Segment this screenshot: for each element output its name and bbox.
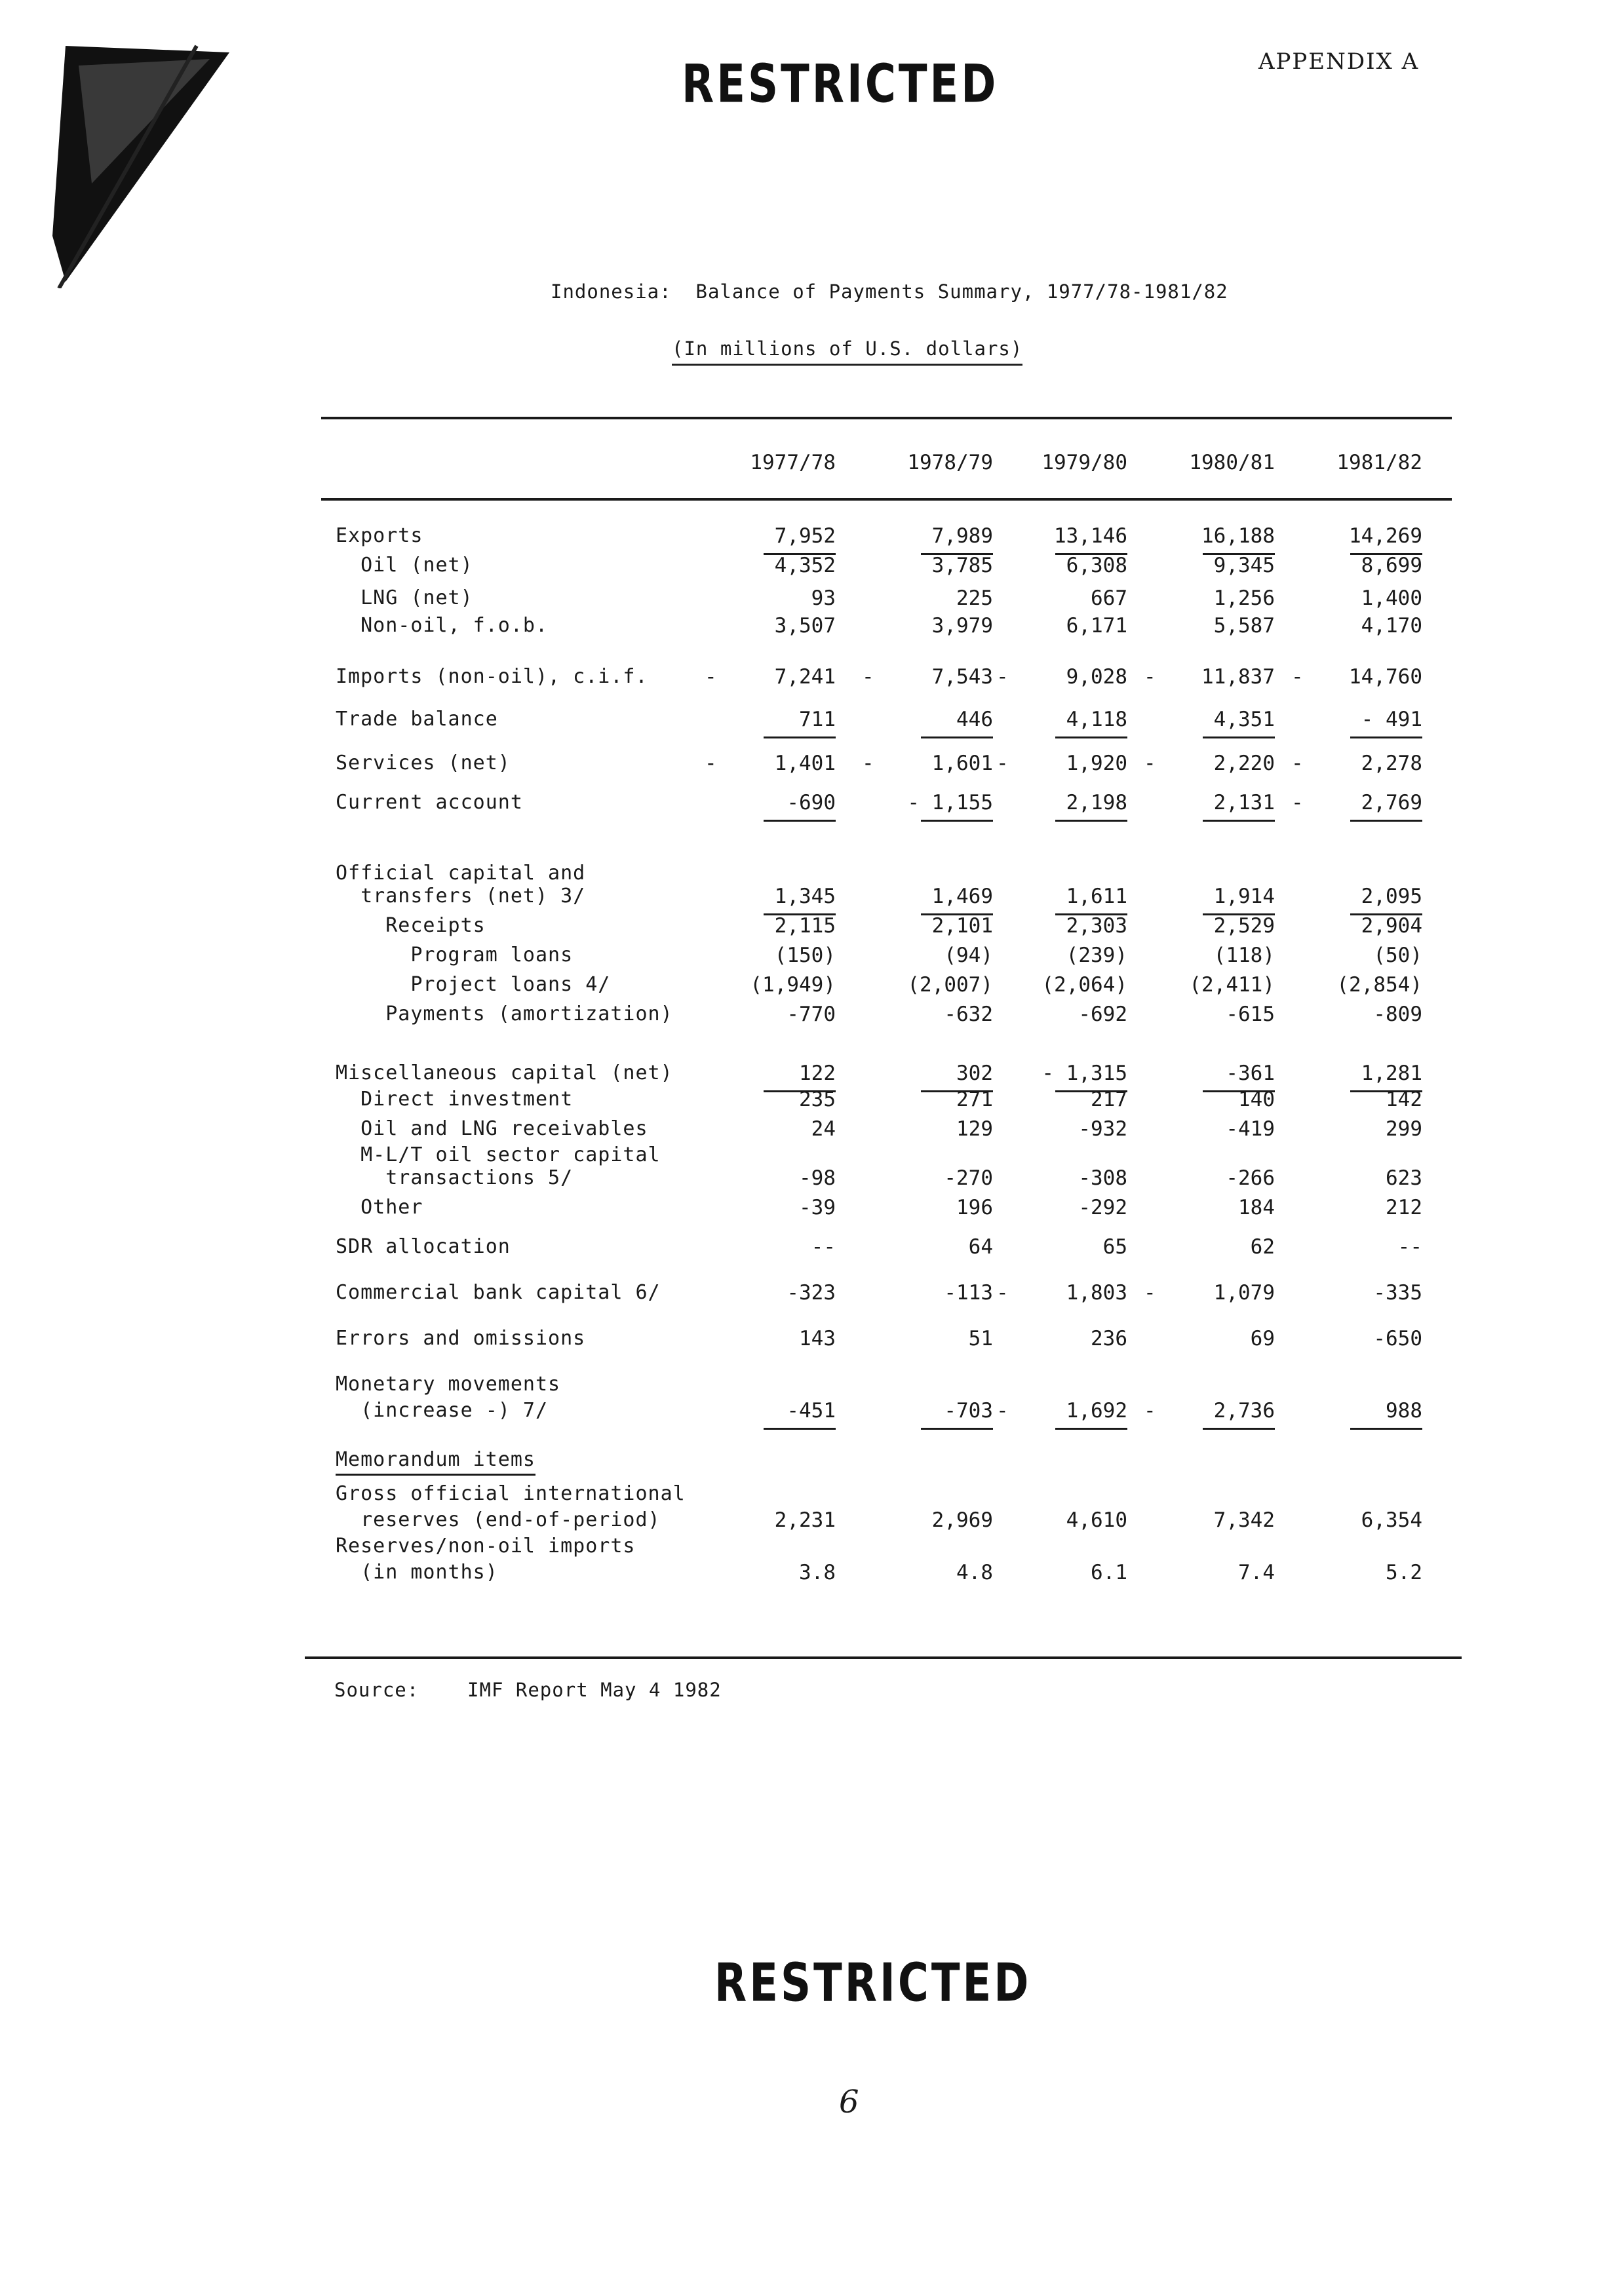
column-header: 1980/81 [1189, 451, 1275, 474]
table-cell: -323 [787, 1281, 836, 1305]
cell-underline [1350, 820, 1422, 822]
cell-underline [1350, 1428, 1422, 1430]
table-cell: 184 [1238, 1196, 1275, 1219]
table-cell: 212 [1386, 1196, 1422, 1219]
row-label: (in months) [336, 1561, 498, 1584]
table-cell: 2,769 [1361, 791, 1422, 814]
table-cell: 225 [956, 586, 993, 610]
row-label: transfers (net) 3/ [336, 885, 586, 908]
table-cell: 2,736 [1213, 1399, 1275, 1423]
table-cell: 69 [1250, 1327, 1275, 1350]
row-label: Imports (non-oil), c.i.f. [336, 665, 648, 688]
table-cell: (2,007) [907, 973, 993, 997]
table-cell: (239) [1066, 944, 1127, 967]
table-cell: 1,803 [1066, 1281, 1127, 1305]
table-cell: 14,760 [1349, 665, 1422, 689]
table-cell: (150) [774, 944, 836, 967]
table-cell: -703 [944, 1399, 993, 1423]
row-label: Oil and LNG receivables [336, 1117, 648, 1140]
table-subtitle: (In millions of U.S. dollars) [672, 337, 1022, 366]
table-cell: 4,352 [774, 554, 836, 577]
minus-sign: - [1144, 665, 1156, 689]
table-cell: (118) [1213, 944, 1275, 967]
table-cell: 217 [1091, 1088, 1127, 1111]
table-cell: 3,979 [931, 614, 993, 638]
table-cell: 667 [1091, 586, 1127, 610]
cell-underline [1203, 1428, 1275, 1430]
table-cell: 1,079 [1213, 1281, 1275, 1305]
table-cell: 235 [799, 1088, 836, 1111]
row-label: Miscellaneous capital (net) [336, 1062, 673, 1084]
table-cell: 7,241 [774, 665, 836, 689]
minus-sign: - [996, 1281, 1009, 1305]
table-cell: 6,354 [1361, 1508, 1422, 1532]
table-cell: 4,118 [1066, 708, 1127, 731]
cell-underline [1055, 737, 1127, 738]
minus-sign: - [862, 665, 874, 689]
minus-sign: - [996, 1399, 1009, 1423]
cell-underline [1055, 820, 1127, 822]
table-cell: 2,303 [1066, 914, 1127, 938]
table-cell: 1,469 [931, 885, 993, 908]
table-cell: 2,220 [1213, 752, 1275, 775]
row-label: Payments (amortization) [336, 1003, 673, 1025]
table-cell: (94) [944, 944, 993, 967]
header-rule [321, 498, 1452, 501]
table-cell: 5.2 [1386, 1561, 1422, 1584]
row-label: Monetary movements [336, 1373, 561, 1396]
table-cell: -98 [799, 1166, 836, 1190]
cell-underline [921, 737, 993, 738]
table-cell: 6.1 [1091, 1561, 1127, 1584]
cell-underline [1350, 737, 1422, 738]
table-cell: 271 [956, 1088, 993, 1111]
table-cell: 2,529 [1213, 914, 1275, 938]
table-cell: 7,342 [1213, 1508, 1275, 1532]
table-cell: 1,920 [1066, 752, 1127, 775]
table-cell: -335 [1373, 1281, 1422, 1305]
table-cell: -809 [1373, 1003, 1422, 1026]
row-label: Official capital and [336, 862, 586, 885]
appendix-label: APPENDIX A [1258, 48, 1420, 75]
table-cell: -692 [1078, 1003, 1127, 1026]
table-cell: 1,601 [931, 752, 993, 775]
row-label: Memorandum items [336, 1448, 535, 1476]
row-label: Exports [336, 524, 423, 547]
table-cell: -39 [799, 1196, 836, 1219]
row-label: Non-oil, f.o.b. [336, 614, 549, 637]
row-label: Trade balance [336, 708, 498, 731]
table-cell: 988 [1386, 1399, 1422, 1423]
minus-sign: - [1291, 791, 1304, 814]
row-label: Oil (net) [336, 554, 473, 577]
table-cell: (2,064) [1041, 973, 1127, 997]
table-cell: -292 [1078, 1196, 1127, 1219]
table-cell: 1,914 [1213, 885, 1275, 908]
table-cell: 11,837 [1201, 665, 1275, 689]
table-cell: 6,171 [1066, 614, 1127, 638]
minus-sign: - [996, 665, 1009, 689]
table-cell: 196 [956, 1196, 993, 1219]
table-cell: 129 [956, 1117, 993, 1141]
column-header: 1977/78 [750, 451, 836, 474]
restricted-stamp-top: RESTRICTED [682, 54, 999, 115]
minus-sign: - [1144, 1281, 1156, 1305]
table-cell: -650 [1373, 1327, 1422, 1350]
row-label: reserves (end-of-period) [336, 1508, 661, 1531]
table-cell: -451 [787, 1399, 836, 1423]
table-cell: -615 [1226, 1003, 1275, 1026]
row-label: Commercial bank capital 6/ [336, 1281, 661, 1304]
table-cell: - 491 [1361, 708, 1422, 731]
row-label: M-L/T oil sector capital [336, 1143, 661, 1166]
minus-sign: - [705, 752, 717, 775]
table-cell: (1,949) [750, 973, 836, 997]
table-cell: 122 [799, 1062, 836, 1085]
table-cell: 2,198 [1066, 791, 1127, 814]
row-label: Errors and omissions [336, 1327, 586, 1350]
table-cell: (2,411) [1189, 973, 1275, 997]
top-rule [321, 417, 1452, 419]
column-header: 1978/79 [907, 451, 993, 474]
cell-underline [764, 1428, 836, 1430]
table-cell: 711 [799, 708, 836, 731]
table-cell: 140 [1238, 1088, 1275, 1111]
table-cell: 6,308 [1066, 554, 1127, 577]
table-cell: -270 [944, 1166, 993, 1190]
table-cell: -113 [944, 1281, 993, 1305]
table-cell: 1,401 [774, 752, 836, 775]
table-cell: 2,115 [774, 914, 836, 938]
table-cell: 2,231 [774, 1508, 836, 1532]
row-label: Direct investment [336, 1088, 574, 1111]
cell-underline [921, 820, 993, 822]
row-label: Gross official international [336, 1482, 686, 1505]
cell-underline [1203, 737, 1275, 738]
minus-sign: - [996, 752, 1009, 775]
table-cell: 142 [1386, 1088, 1422, 1111]
row-label: LNG (net) [336, 586, 473, 609]
table-cell: -632 [944, 1003, 993, 1026]
row-label: Services (net) [336, 752, 511, 775]
table-cell: 1,611 [1066, 885, 1127, 908]
table-cell: 93 [811, 586, 836, 610]
table-cell: 3,785 [931, 554, 993, 577]
table-cell: 7.4 [1238, 1561, 1275, 1584]
table-cell: 8,699 [1361, 554, 1422, 577]
table-cell: 2,131 [1213, 791, 1275, 814]
table-cell: 1,256 [1213, 586, 1275, 610]
table-cell: 14,269 [1349, 524, 1422, 548]
table-cell: -308 [1078, 1166, 1127, 1190]
row-label: Receipts [336, 914, 486, 937]
table-cell: -419 [1226, 1117, 1275, 1141]
table-cell: 9,345 [1213, 554, 1275, 577]
table-cell: 623 [1386, 1166, 1422, 1190]
table-cell: 7,952 [774, 524, 836, 548]
minus-sign: - [1144, 752, 1156, 775]
table-cell: -932 [1078, 1117, 1127, 1141]
table-title: Indonesia: Balance of Payments Summary, 1977/78-1981/82 [551, 280, 1228, 303]
table-cell: 65 [1102, 1235, 1127, 1259]
cell-underline [1055, 1428, 1127, 1430]
row-label: (increase -) 7/ [336, 1399, 549, 1422]
row-label: Reserves/non-oil imports [336, 1535, 636, 1558]
table-cell: 7,989 [931, 524, 993, 548]
row-label: Project loans 4/ [336, 973, 611, 996]
table-cell: 1,281 [1361, 1062, 1422, 1085]
table-cell: 9,028 [1066, 665, 1127, 689]
table-cell: 5,587 [1213, 614, 1275, 638]
table-cell: 2,101 [931, 914, 993, 938]
source-note: Source: IMF Report May 4 1982 [334, 1679, 722, 1701]
table-cell: 4.8 [956, 1561, 993, 1584]
table-cell: 3,507 [774, 614, 836, 638]
bottom-rule [305, 1656, 1462, 1659]
table-cell: 2,278 [1361, 752, 1422, 775]
table-cell: 4,351 [1213, 708, 1275, 731]
row-label: Program loans [336, 944, 574, 966]
row-label: Other [336, 1196, 423, 1219]
table-cell: 143 [799, 1327, 836, 1350]
table-cell: 1,345 [774, 885, 836, 908]
minus-sign: - [862, 752, 874, 775]
table-cell: 2,095 [1361, 885, 1422, 908]
table-cell: 24 [811, 1117, 836, 1141]
column-header: 1979/80 [1041, 451, 1127, 474]
page-number: 6 [839, 2084, 859, 2120]
column-header: 1981/82 [1336, 451, 1422, 474]
table-cell: 2,969 [931, 1508, 993, 1532]
scan-artifact [39, 39, 236, 288]
table-cell: (2,854) [1336, 973, 1422, 997]
table-cell: 16,188 [1201, 524, 1275, 548]
table-cell: -690 [787, 791, 836, 814]
table-cell: 1,692 [1066, 1399, 1127, 1423]
table-cell: -- [811, 1235, 836, 1259]
cell-underline [1203, 820, 1275, 822]
minus-sign: - [1291, 752, 1304, 775]
cell-underline [764, 737, 836, 738]
row-label: SDR allocation [336, 1235, 511, 1258]
table-cell: 64 [968, 1235, 993, 1259]
table-cell: -- [1397, 1235, 1422, 1259]
table-cell: 4,170 [1361, 614, 1422, 638]
restricted-stamp-bottom: RESTRICTED [714, 1953, 1032, 2014]
table-cell: 13,146 [1054, 524, 1127, 548]
cell-underline [921, 1428, 993, 1430]
table-cell: 299 [1386, 1117, 1422, 1141]
table-cell: 3.8 [799, 1561, 836, 1584]
table-cell: 62 [1250, 1235, 1275, 1259]
table-cell: 4,610 [1066, 1508, 1127, 1532]
table-cell: 302 [956, 1062, 993, 1085]
minus-sign: - [705, 665, 717, 689]
table-cell: - 1,315 [1041, 1062, 1127, 1085]
table-cell: 51 [968, 1327, 993, 1350]
table-cell: (50) [1373, 944, 1422, 967]
table-cell: -361 [1226, 1062, 1275, 1085]
minus-sign: - [1144, 1399, 1156, 1423]
table-cell: 446 [956, 708, 993, 731]
cell-underline [764, 820, 836, 822]
table-cell: -266 [1226, 1166, 1275, 1190]
row-label: transactions 5/ [336, 1166, 574, 1189]
table-cell: -770 [787, 1003, 836, 1026]
table-cell: 2,904 [1361, 914, 1422, 938]
table-cell: 7,543 [931, 665, 993, 689]
table-cell: - 1,155 [907, 791, 993, 814]
table-cell: 1,400 [1361, 586, 1422, 610]
table-cell: 236 [1091, 1327, 1127, 1350]
row-label: Current account [336, 791, 523, 814]
minus-sign: - [1291, 665, 1304, 689]
